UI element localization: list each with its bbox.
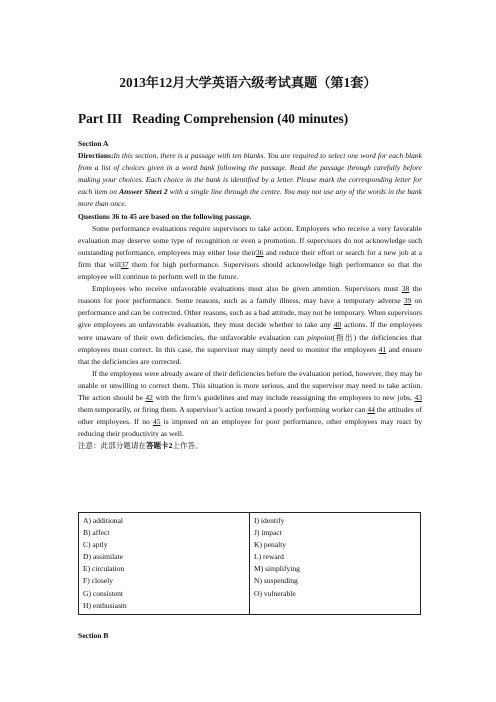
directions bbox=[78, 150, 422, 210]
body-text bbox=[78, 138, 422, 452]
blank-40: 40 bbox=[333, 320, 342, 330]
word-bank-option: I) identify bbox=[254, 516, 285, 525]
directions-label: Directions: bbox=[78, 151, 114, 161]
blank-42: 42 bbox=[145, 392, 153, 402]
blank-45: 45 bbox=[152, 417, 161, 427]
word-bank-option: F) closely bbox=[83, 576, 113, 586]
word-bank-option: E) circulation bbox=[83, 564, 125, 574]
blank-44: 44 bbox=[367, 405, 375, 415]
section-b-heading: Section B bbox=[78, 631, 109, 640]
blank-36: 36 bbox=[255, 247, 264, 257]
directions-text-end: with a single line through the centre. You may not use any of the words in the bank more than once. bbox=[78, 187, 422, 209]
word-bank-option: O) vulnerable bbox=[254, 588, 296, 598]
word-bank-option: H) enthusiasm bbox=[83, 600, 127, 610]
blank-38: 38 bbox=[401, 284, 410, 294]
word-bank-option: L) reward bbox=[254, 552, 284, 562]
exam-title: 2013年12月大学英语六级考试真题（第1套） bbox=[119, 75, 377, 90]
paragraph-2: Employees who receive unfavorable evaluations must also be given attention. Supervisors must 38 the reasons for poor performance. Some reasons, such as a family illness, may have a temporary adverse 39 on performance and can be corrected. Other reasons, such as a bad attitude, may not be temporary. When supervisors give employees an unfavorable evaluation, they must decide whether to take any 40 actions. If the employees were unaware of their own deficiencies, the unfavorable evaluation can pinpoint(指出) the deficiencies that employees must correct. In this case, the supervisor may simply need to monitor the employees 41 and ensure that the deficiencies are corrected. bbox=[78, 284, 422, 366]
answer-note: 注意：此部分题请在答题卡2上作答。 bbox=[78, 441, 203, 451]
pinpoint-gloss: (指出) bbox=[332, 332, 357, 342]
directions-text: In this section, there is a passage with ten blanks. You are required to select one word for each blank from a list of choices given in a word bank following the passage. Read the passage through carefully before making your choices. Each choice in the bank is identified by a letter. Please mark the corresponding letter for each item on bbox=[78, 151, 422, 197]
word-bank-option: C) aptly bbox=[83, 540, 108, 550]
word-bank-right-column bbox=[250, 513, 421, 615]
part-heading: Part III Reading Comprehension (40 minutes) bbox=[78, 111, 349, 126]
paragraph-3: If the employees were already aware of their deficiencies before the evaluation period, however, they may be unable or unwilling to correct them. This situation is more serious, and the supervisor may need to take action. The action should be 42 with the firm’s guidelines and may include reassigning the employees to new jobs, 43 them temporarily, or firing them. A supervisor’s action toward a poorly performing worker can 44 the attitudes of other employees. If no 45 is imposed on an employee for poor performance, other employees may react by reducing their productivity as well. bbox=[78, 368, 422, 439]
word-bank-option: J) impact bbox=[254, 528, 282, 538]
blank-43: 43 bbox=[414, 392, 422, 402]
answer-sheet-ref: Answer Sheet 2 bbox=[119, 187, 168, 197]
blank-41: 41 bbox=[378, 344, 387, 354]
word-bank-option: K) penalty bbox=[254, 540, 287, 550]
word-bank-option: N) suspending bbox=[254, 576, 298, 586]
pinpoint-word: pinpoint bbox=[307, 332, 333, 342]
paragraph-1: Some performance evaluations require supervisors to take action. Employees who receive a very favorable evaluation may deserve some type of recognition or even a promotion. If supervisors do not acknowledge such outstanding performance, employees may either lose their36 and reduce their effort or search for a new job at a firm that will37 them for high performance. Supervisors should acknowledge high performance so that the employee will continue to perform well in the future. bbox=[78, 223, 422, 282]
word-bank-option: A) additional bbox=[83, 516, 124, 525]
word-bank-table bbox=[78, 512, 421, 615]
blank-37: 37 bbox=[121, 259, 129, 269]
word-bank-option: M) simplifying bbox=[254, 564, 300, 574]
section-a-heading: Section A bbox=[78, 139, 109, 148]
word-bank-option: B) affect bbox=[83, 528, 110, 538]
questions-label: Questions 36 to 45 are based on the following passage. bbox=[78, 211, 252, 221]
word-bank-option: G) consistent bbox=[83, 588, 124, 598]
word-bank-left-column bbox=[79, 513, 250, 615]
word-bank-option: D) assimilate bbox=[83, 552, 124, 562]
blank-39: 39 bbox=[403, 296, 412, 306]
